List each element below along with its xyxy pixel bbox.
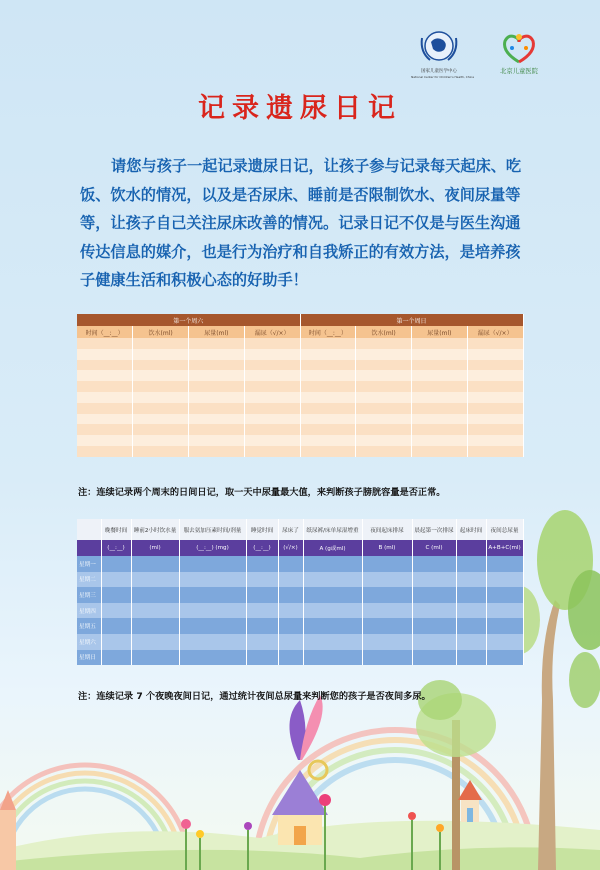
table-cell [412,403,468,414]
table-cell [77,381,133,392]
weekend-column-header: 漏尿（√/×） [467,326,523,338]
table-cell [246,650,278,666]
table-cell [246,572,278,588]
night-table-body [77,556,523,665]
table-cell [244,381,300,392]
table-cell [467,338,523,349]
table-cell [412,424,468,435]
table-cell [246,634,278,650]
table-cell [412,435,468,446]
table-cell [101,572,131,588]
table-cell [278,634,303,650]
night-column-header: 睡前2小时饮水量 [131,519,179,540]
table-cell [456,634,486,650]
table-cell [356,338,412,349]
table-row [77,360,523,371]
night-diary-table [77,519,524,665]
table-cell [133,360,189,371]
table-cell [244,446,300,457]
table-cell [246,618,278,634]
table-cell [278,618,303,634]
table-cell [133,370,189,381]
table-cell [189,414,245,425]
night-column-header: 服去氨加压素时间/剂量 [179,519,246,540]
table-cell [412,587,456,603]
night-column-header: 睡觉时间 [246,519,278,540]
night-unit-header: (√/×) [278,540,303,556]
weekend-column-header: 时间（__:__） [77,326,133,338]
table-cell [77,446,133,457]
table-cell [77,338,133,349]
table-row [77,634,523,650]
table-row [77,403,523,414]
table-row [77,572,523,588]
table-cell [356,392,412,403]
table-cell [133,414,189,425]
night-row-label: 星期日 [77,650,101,666]
table-cell [300,338,356,349]
globe-emblem-icon [416,28,462,68]
table-cell [412,650,456,666]
table-cell [412,556,456,572]
table-row [77,392,523,403]
table-cell [300,381,356,392]
table-cell [278,556,303,572]
table-row [77,603,523,619]
night-column-header: 夜间总尿量 [486,519,523,540]
table-cell [244,338,300,349]
table-cell [101,650,131,666]
table-cell [77,349,133,360]
table-row [77,424,523,435]
table-cell [356,435,412,446]
night-row-label: 星期六 [77,634,101,650]
table-cell [189,403,245,414]
night-corner-cell [77,519,101,540]
night-row-label: 星期三 [77,587,101,603]
table-cell [486,634,523,650]
night-row-label: 星期五 [77,618,101,634]
table-cell [412,381,468,392]
weekend-column-header: 时间（__:__） [300,326,356,338]
table-cell [356,370,412,381]
weekend-column-header: 尿量(ml) [189,326,245,338]
table-cell [244,360,300,371]
logo-caption-left: 国家儿童医学中心 [420,68,457,74]
table-cell [486,572,523,588]
table-cell [467,446,523,457]
table-cell [467,381,523,392]
table-cell [300,403,356,414]
table-cell [356,381,412,392]
table-cell [412,370,468,381]
table-cell [189,360,245,371]
table-cell [179,572,246,588]
logo-national-center [408,28,474,80]
table-cell [244,435,300,446]
table-cell [189,446,245,457]
table-row [77,370,523,381]
page-title: 记录遗尿日记 [198,93,402,124]
table-cell [133,338,189,349]
table-cell [303,634,362,650]
table-cell [101,587,131,603]
night-column-header: 起床时间 [456,519,486,540]
night-unit-corner [77,540,101,556]
table-cell [244,392,300,403]
table-cell [467,392,523,403]
intro-paragraph: 请您与孩子一起记录遗尿日记，让孩子参与记录每天起床、吃饭、饮水的情况，以及是否尿床、睡前是否限制饮水、夜间尿量等等，让孩子自己关注尿床改善的情况。记录日记不仅是与医生沟通传达信息的媒介，也是行为治疗和自我矫正的有效方法，是培养孩子健康生活和积极心态的好助手！ [80,157,522,289]
table-cell [303,618,362,634]
table-cell [303,650,362,666]
table-row [77,618,523,634]
house-center [272,695,328,845]
table-cell [467,414,523,425]
table-cell [412,603,456,619]
table-cell [412,446,468,457]
table-cell [356,414,412,425]
night-row-label: 星期一 [77,556,101,572]
table-cell [246,556,278,572]
table-cell [467,435,523,446]
logo-beijing-childrens-hospital [488,28,550,80]
table-cell [179,603,246,619]
night-unit-header: A+B+C(ml) [486,540,523,556]
table-row [77,650,523,666]
table-cell [362,572,412,588]
table-cell [300,392,356,403]
night-unit-header: A (g或ml) [303,540,362,556]
night-row-label: 星期四 [77,603,101,619]
table-cell [356,424,412,435]
table-cell [362,650,412,666]
table-cell [246,587,278,603]
table-cell [300,424,356,435]
night-unit-header: B (ml) [362,540,412,556]
table-cell [412,634,456,650]
table-cell [101,556,131,572]
night-table-note: 注：连续记录 7 个夜晚夜间日记，通过统计夜间总尿量来判断您的孩子是否夜间多尿。 [78,691,431,702]
logo-caption-left-en: National Center for Children's Health, China [411,75,474,79]
table-cell [77,370,133,381]
table-cell [77,392,133,403]
weekend-group-header: 第一个周六 [77,314,300,326]
table-cell [179,587,246,603]
table-cell [101,618,131,634]
night-column-header: 尿床了 [278,519,303,540]
table-cell [467,370,523,381]
table-cell [77,424,133,435]
table-cell [179,556,246,572]
table-cell [101,634,131,650]
table-cell [456,618,486,634]
table-row [77,556,523,572]
table-cell [300,360,356,371]
table-cell [412,338,468,349]
table-cell [456,603,486,619]
night-unit-header: (__:__) (mg) [179,540,246,556]
table-cell [412,392,468,403]
table-cell [131,587,179,603]
weekend-table-note: 注：连续记录两个周末的日间日记，取一天中尿量最大值，来判断孩子膀胱容量是否正常。 [78,487,446,498]
table-cell [412,349,468,360]
table-cell [486,556,523,572]
table-cell [131,618,179,634]
logo-caption-right: 北京儿童医院 [500,67,538,75]
table-cell [362,618,412,634]
table-cell [356,403,412,414]
table-cell [278,572,303,588]
table-cell [467,360,523,371]
weekend-column-header: 饮水(ml) [133,326,189,338]
table-cell [412,360,468,371]
table-cell [189,349,245,360]
night-column-header: 纸尿裤/床单尿湿增重 [303,519,362,540]
table-cell [456,572,486,588]
table-cell [131,572,179,588]
weekend-table-body [77,338,523,457]
table-cell [131,603,179,619]
table-cell [486,650,523,666]
table-cell [303,572,362,588]
table-cell [356,446,412,457]
night-column-header: 晚餐时间 [101,519,131,540]
table-cell [278,587,303,603]
table-cell [131,556,179,572]
table-cell [179,650,246,666]
table-cell [278,650,303,666]
table-cell [467,403,523,414]
weekend-daytime-table [77,314,524,457]
table-cell [456,556,486,572]
table-cell [486,587,523,603]
table-cell [300,370,356,381]
night-unit-header: (ml) [131,540,179,556]
table-cell [362,634,412,650]
table-cell [456,650,486,666]
table-cell [356,349,412,360]
table-cell [456,587,486,603]
table-cell [77,360,133,371]
table-cell [189,435,245,446]
weekend-group-header: 第一个周日 [300,314,523,326]
heart-emblem-icon [496,28,542,68]
table-row [77,446,523,457]
table-cell [244,349,300,360]
table-cell [486,603,523,619]
table-cell [278,603,303,619]
table-cell [300,349,356,360]
table-cell [300,446,356,457]
table-cell [412,572,456,588]
table-cell [133,403,189,414]
table-cell [362,587,412,603]
table-cell [131,634,179,650]
table-cell [300,414,356,425]
table-cell [244,414,300,425]
table-cell [189,424,245,435]
table-cell [189,338,245,349]
night-unit-header: (__:__) [101,540,131,556]
table-cell [179,634,246,650]
table-cell [362,556,412,572]
table-cell [486,618,523,634]
table-cell [244,403,300,414]
table-cell [133,424,189,435]
night-unit-header [456,540,486,556]
table-cell [133,349,189,360]
table-cell [77,414,133,425]
weekend-column-header: 饮水(ml) [356,326,412,338]
night-unit-header: (__:__) [246,540,278,556]
table-row [77,414,523,425]
table-row [77,338,523,349]
table-cell [133,392,189,403]
table-row [77,587,523,603]
weekend-column-header: 尿量(ml) [412,326,468,338]
table-cell [300,435,356,446]
table-row [77,349,523,360]
table-cell [77,435,133,446]
table-row [77,435,523,446]
table-cell [179,618,246,634]
table-row [77,381,523,392]
table-cell [362,603,412,619]
table-cell [77,403,133,414]
night-row-label: 星期二 [77,572,101,588]
table-cell [133,381,189,392]
table-cell [133,435,189,446]
table-cell [303,603,362,619]
night-column-header: 夜间起床排尿 [362,519,412,540]
table-cell [467,349,523,360]
table-cell [131,650,179,666]
table-cell [189,370,245,381]
table-cell [244,424,300,435]
table-cell [101,603,131,619]
table-cell [303,587,362,603]
table-cell [189,381,245,392]
table-cell [133,446,189,457]
table-cell [303,556,362,572]
night-unit-header: C (ml) [412,540,456,556]
table-cell [412,618,456,634]
table-cell [189,392,245,403]
weekend-column-header: 漏尿（√/×） [244,326,300,338]
table-cell [412,414,468,425]
table-cell [244,370,300,381]
logo-group [408,28,550,80]
table-cell [467,424,523,435]
table-cell [356,360,412,371]
table-cell [246,603,278,619]
night-column-header: 晨起第一次排尿 [412,519,456,540]
